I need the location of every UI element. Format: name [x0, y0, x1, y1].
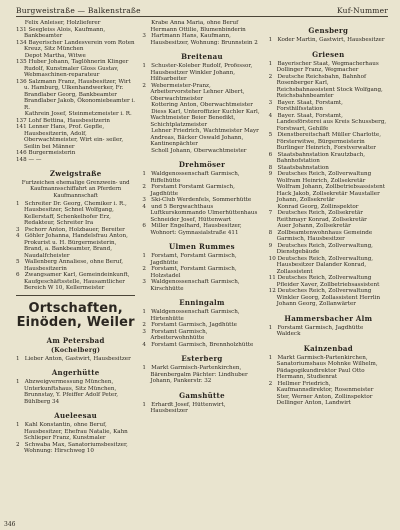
directory-entry [16, 442, 135, 455]
entry-house-number: 3 [268, 99, 273, 106]
entry-text: Kottering Anton, Oberwachtmeister [151, 102, 253, 108]
entry-text: Waldgenossenschaft Garmisch, Riffelhütte [150, 171, 240, 184]
directory-entry [142, 109, 261, 129]
running-head-left: Burgweistraße — Balkenstraße [16, 6, 141, 15]
entry-text: Forstamt Forstamt Garmisch, Jagdhütte [150, 184, 235, 197]
entry-text: Ski-Club Werdenfels, Sommerhütte [151, 197, 252, 203]
entry-house-number: 9 [268, 171, 273, 177]
directory-entry [269, 325, 388, 338]
entry-house-number: 148 [16, 156, 27, 163]
entry-text: Pschorr Anton, Holzbauer, Bereiter [24, 226, 125, 233]
entry-text: Lohf Bettina, Hausbesitzerin [28, 117, 111, 124]
entry-house-number: 3 [142, 197, 146, 203]
entry-house-number: 1 [16, 200, 20, 207]
section-heading: Enningalm [179, 298, 225, 307]
entry-text: Deutsches Reich, Zollverwaltung Winkler Georg, Zollassistent Herrlin Johann Georg, Zollanwärter [276, 288, 381, 307]
directory-entry [16, 124, 135, 150]
directory-entry [16, 27, 135, 40]
directory-entry [16, 233, 135, 259]
entry-house-number: 6 [16, 272, 20, 279]
entry-house-number: 2 [142, 322, 146, 328]
directory-entry [269, 100, 388, 113]
entry-text: Bayer. Staat, Forstamt, Forsthilfsstation [276, 99, 343, 112]
entry-text: Forstamt, Forstamt Garmisch, Holzstadel [150, 266, 237, 279]
directory-entry [142, 184, 261, 197]
column-3 [269, 20, 388, 455]
entry-house-number: 1 [268, 60, 273, 67]
entry-house-number: 146 [16, 150, 27, 156]
directory-entry [142, 63, 261, 83]
directory-entry [16, 201, 135, 227]
entry-house-number: 4 [142, 203, 146, 210]
entry-text: Waldgenossenschaft Garmisch, Kirschhütte [150, 279, 240, 292]
page-number: 346 [4, 521, 16, 528]
directory-entry [142, 365, 261, 385]
entry-text: Deutsches Reich, Zollverwaltung Wolfram Heinrich, Zollsekretär Wolfram Johann, Zollbetriebsassistent Hack Jakob, Zollsekretär Maustaller Johann, Zollsekretär [276, 171, 385, 203]
entry-text: Krabe Anna Maria, ohne Beruf Hermann Ottilie, Blumenbinderin [150, 20, 246, 33]
entry-house-number: 5 [268, 132, 273, 138]
directory-entry [142, 266, 261, 279]
directory-entry [142, 20, 261, 33]
entry-house-number: 10 [268, 255, 276, 262]
entry-house-number: 1 [16, 422, 20, 429]
directory-entry [16, 259, 135, 272]
section-heading: Griesen [312, 49, 345, 59]
directory-entry [269, 275, 388, 288]
entry-house-number: 136 [16, 78, 27, 85]
section-note: Furtzeichen ehemalige Grenzwein- und Kaufmannsschiffahrt an Pferdern Kaufmannschaft [21, 180, 130, 199]
entry-text: Forstamt Garmisch, Jagdhütte Waldeck [276, 324, 364, 337]
entry-text: Deutsches Reich, Zollverwaltung Pfleider Xaver, Zollbetriebsassistent [276, 275, 380, 288]
directory-entry [142, 309, 261, 322]
column-1 [16, 20, 135, 455]
directory-entry [142, 253, 261, 266]
directory-entry [16, 59, 135, 79]
entry-house-number: 4 [268, 112, 273, 119]
entry-house-number: 141 [16, 124, 27, 130]
directory-entry [269, 355, 388, 381]
entry-text: Deutsche Reichsbahn, Bahnhof Rosenberger Karl, Reichsbahnassistent Stock Wolfgang, Reichsbahnbeamter [276, 73, 383, 99]
entry-house-number: 2 [142, 184, 146, 190]
entry-house-number: 1 [268, 324, 273, 331]
divider [16, 295, 135, 296]
entry-house-number: 1 [268, 37, 273, 43]
entry-text: Salzmann Franz, Hausbesitzer, Wirt u. Hamburg, Ulkenhandwerker, Fr. Brandlaber Georg, Bankbeamter Brandlaber Jakob, Ökonomiebeamter i. R. [24, 78, 136, 111]
entry-text: Erhardt Josef, Hüttenwirt, Hausbesitzer [150, 401, 226, 414]
directory-entry [269, 113, 388, 133]
entry-house-number: 3 [142, 33, 146, 39]
directory-entry [269, 210, 388, 223]
entry-text: Seegleiss Alois, Kaufmann, Bankbeamter [24, 26, 106, 39]
entry-house-number: 6 [142, 223, 146, 229]
entry-text: Staatsbahnstation [277, 164, 329, 171]
directory-entry [142, 223, 261, 236]
entry-text: Schwaba Max, Sanatoriumsbesitzer, Wohnung: Hirschweg 10 [24, 441, 128, 455]
entry-text: Waldgenossenschaft Garmisch, Hirtenhütte [150, 309, 240, 322]
directory-entry [16, 157, 135, 164]
entry-house-number: 1 [142, 365, 146, 371]
major-heading: Ortschaften, Einöden, Weiler [16, 300, 135, 330]
section-heading: Ulmen Rummes [169, 242, 235, 251]
entry-text: Schuster-Koleber Rudolf, Professor, Hausbesitzer Winkler Johann, Hilfsarbeiter [150, 63, 253, 82]
entry-text: und 5 Bergwachthaus Luftkurskommando Ulmerhüttenhaus Schneider Josef, Hüttenwart [150, 203, 258, 223]
entry-house-number: 3 [142, 279, 146, 285]
directory-entry [142, 342, 261, 349]
entry-text: Miller Engelhard, Hausbesitzer, Wohnort: Gymnasialstraße 411 [150, 223, 242, 236]
directory-entry [142, 83, 261, 103]
entry-text: Deutsches Reich, Zollverwaltung, Dienstgebäude [276, 242, 373, 255]
entry-text: Forstamt Garmisch, Jagdhütte [151, 322, 237, 328]
directory-entry [142, 204, 261, 224]
entry-text: Bayerischer Staat, Wegmacherhaus Dollinger Franz, Wegmacher [276, 60, 379, 73]
entry-house-number: 8 [268, 164, 273, 171]
entry-house-number: 3 [16, 226, 20, 233]
directory-entry [142, 128, 261, 148]
directory-entry [16, 356, 135, 363]
entry-house-number: 1 [142, 253, 146, 259]
entry-text: Kathrein Josef, Steinmetzmeister i. R. [24, 111, 132, 117]
section-heading: Breitenau [181, 52, 223, 61]
entry-house-number: 12 [268, 288, 276, 294]
entry-text: Lieber Anton, Gastwirt, Hausbesitzer [24, 355, 131, 362]
entry-house-number: 5 [16, 259, 20, 266]
entry-house-number: 135 [16, 59, 27, 65]
section-heading: Angerhütte [51, 368, 100, 378]
entry-text: Markt Garmisch-Partenkirchen, Sanatoriumshaus Mohnke Wilhelm, Pädagogikundirektor Paul Otto Hermann, Studienrat [276, 354, 378, 380]
entry-text: Felix Anleiser, Holzlieferer [24, 20, 101, 26]
entry-text: Hellmer Friedrich, Kaufmannsdirektor, Rosenmeister Ster, Werner Anton, Zollinspektor Dellinger Anton, Landwirt [276, 380, 374, 406]
entry-house-number: 9 [268, 242, 273, 249]
entry-text: Auer Johann, Zollsekretär [277, 223, 351, 229]
entry-house-number: 137 [16, 117, 27, 124]
entry-text: Lehner Friedrich, Wachtmeister Mayr Andreas, Bäcker Oswald Johann, Kantinenpächter [150, 128, 259, 147]
entry-house-number: 1 [16, 355, 20, 362]
directory-entry [16, 79, 135, 112]
entry-house-number: 4 [142, 341, 146, 348]
entry-house-number: 2 [142, 82, 146, 89]
entry-house-number: 1 [142, 309, 146, 315]
entry-house-number: 11 [268, 275, 276, 281]
section-heading: Drehmöser [178, 160, 226, 169]
entry-text: Markt Garmisch-Partenkirchen, Bärenbergalm Pächter: Lindhuber Johann, Pankerstr. 32 [150, 365, 248, 384]
directory-entry [16, 272, 135, 292]
section-heading: Esterberg [181, 354, 223, 363]
section-heading: Hammersbacher Alm [284, 313, 373, 323]
entry-text: Forstamt Garmisch, Arbeiterwohnhütte [150, 328, 208, 341]
entry-text: Schreiter Dr. Georg, Chemiker i. R., Hausbesitzer, Schnel Wolfgang, Kellerstaff, Schenkelhofer Erz, Redakteur, Schreiter Ira [24, 200, 127, 227]
entry-text: Koder Martin, Gastwirt, Hausbesitzer [277, 37, 385, 43]
directory-entry [142, 329, 261, 342]
entry-text: Hartmann Hans, Kaufmann, Hausbesitzer, Wohnung: Brunnstein 2 [150, 33, 258, 46]
directory-entry [269, 230, 388, 243]
section-heading: Zweigstraße [49, 169, 102, 178]
section-heading: (Kochelberg) [51, 346, 101, 354]
directory-entry [269, 288, 388, 308]
entry-house-number: 2 [268, 73, 273, 80]
entry-text: Scholl Johann, Oberwachtmeister [151, 147, 247, 154]
entry-house-number: 1 [16, 379, 20, 386]
entry-house-number: 1 [142, 401, 146, 408]
entry-house-number: 3 [142, 328, 146, 335]
entry-house-number: 1 [142, 171, 146, 177]
directory-entry [269, 243, 388, 256]
entry-text: Zollbeamtenwohnhaus Gemeinde Garmisch, Hausbesitzer [276, 229, 373, 242]
entry-house-number: 7 [268, 210, 273, 216]
entry-house-number: 134 [16, 39, 27, 46]
entry-text: Kahl Konstantin, ohne Beruf, Hausbesitzer, Ehefrau Natalie, Kahn Schlieper Franz, Kunstmaler [24, 422, 128, 442]
entry-text: Huber Johann, Taglöhnerin Klinger Rudolf, Kunstmaler Gloss Gustav, Webmaschinen-reparateur [24, 59, 129, 78]
directory-entry [16, 422, 135, 442]
entry-text: Staatsbahnstation Krautzbach, Bahnhofstation [276, 151, 366, 164]
entry-house-number: 2 [268, 380, 273, 387]
directory-entry [142, 171, 261, 184]
directory-entry [142, 148, 261, 155]
entry-house-number: 1 [142, 63, 146, 69]
entry-text: Deutsches Reich, Zollverwaltung, Hausbesitzer Dalander Konrad, Zollassistent [276, 255, 374, 275]
directory-entry [269, 381, 388, 407]
directory-entry [16, 379, 135, 405]
entry-text: Lenner Hans, Prof. Gepfle, Hausbesitzerin, Adolf, Oberwachtmeister, Wirt ein- seiler, Seilin bei Männer [24, 124, 124, 150]
column-2 [142, 20, 261, 455]
entry-house-number: 8 [268, 229, 273, 236]
entry-house-number: 1 [268, 354, 273, 361]
entry-text: Abzweigvermessung München, Unterkunftshaus, Sitz München, Brunnstay, Y. Pfeiffer Adolf Peter, Bühlberg 34 [24, 379, 119, 405]
entry-text: Diess Karl, Unteroffizier Kuchler Karl, Wachtmeister Beier Benedikt, Schichtplatzmeister [150, 108, 260, 128]
section-heading: Kainzenbad [303, 343, 353, 353]
section-heading: Am Petersbad [46, 335, 105, 345]
entry-text: Zwangsamer Karl, Gemeindeinkunft, Kaufgeschäftsstelle, Hausamtlicher Bereich W 10, Kellermeister [24, 272, 130, 292]
entry-text: Bayerischer Landesverein vom Roten Kreuz, Sitz München [24, 39, 135, 52]
entry-text: — — [28, 156, 42, 163]
columns [16, 20, 388, 455]
running-head [16, 6, 388, 17]
entry-text: Konrad Georg, Zollinspektor [277, 203, 359, 210]
entry-text: Wallenberg Annaliese, ohne Beruf, Hausbesitzerin [24, 259, 124, 272]
entry-text: Deutsches Reich, Zollsekretär Reithmayr Konrad, Zollsekretär [276, 210, 367, 223]
entry-text: Depot Martha, Witwe [24, 52, 86, 59]
entry-text: Dienstbereitschaft Müller Charlotte, Försterwitwe, Bürgermeisterin Burlinger Heinrich, Forstverwalter [276, 132, 381, 151]
entry-text: Forstamt, Forstamt Garmisch, Jagdhütte [150, 253, 237, 266]
section-heading: Aueleesau [54, 411, 98, 421]
directory-entry [269, 74, 388, 100]
entry-text: Göhler Johanna, Handelsfrau Anton, Prokurist u. H. Bürgermeisterin, Brand, a. Bankbeamter, Brand, Naudalfcheister [24, 233, 128, 259]
directory-entry [269, 256, 388, 276]
directory-entry [269, 61, 388, 74]
entry-house-number: 4 [16, 233, 20, 240]
running-head-right: Kuf-Nummer [337, 6, 388, 15]
directory-entry [269, 171, 388, 204]
section-heading: Gensberg [308, 26, 349, 35]
entry-house-number: 2 [16, 441, 20, 448]
directory-entry [269, 132, 388, 152]
directory-entry [142, 33, 261, 46]
directory-entry [269, 37, 388, 44]
entry-text: Burgermeisterin [28, 150, 76, 156]
entry-text: Bayer. Staat, Forstamt, Landesförsterei aus Kreis Schussberg, Forstwart, Gehilfe [276, 112, 387, 132]
entry-text: Forstamt Garmisch, Brennholzhütte [151, 341, 254, 348]
document-page [16, 6, 388, 521]
directory-entry [142, 402, 261, 415]
directory-entry [16, 40, 135, 53]
entry-house-number: 131 [16, 26, 27, 33]
entry-text: Webermeister-Pranz, Arbeitervorsteher Lehner Albert, Oberwachtmeister [150, 82, 245, 102]
section-heading: Gamshütte [179, 390, 225, 400]
directory-entry [142, 279, 261, 292]
entry-house-number: 6 [268, 151, 273, 158]
directory-entry [269, 152, 388, 165]
entry-house-number: 2 [142, 266, 146, 272]
